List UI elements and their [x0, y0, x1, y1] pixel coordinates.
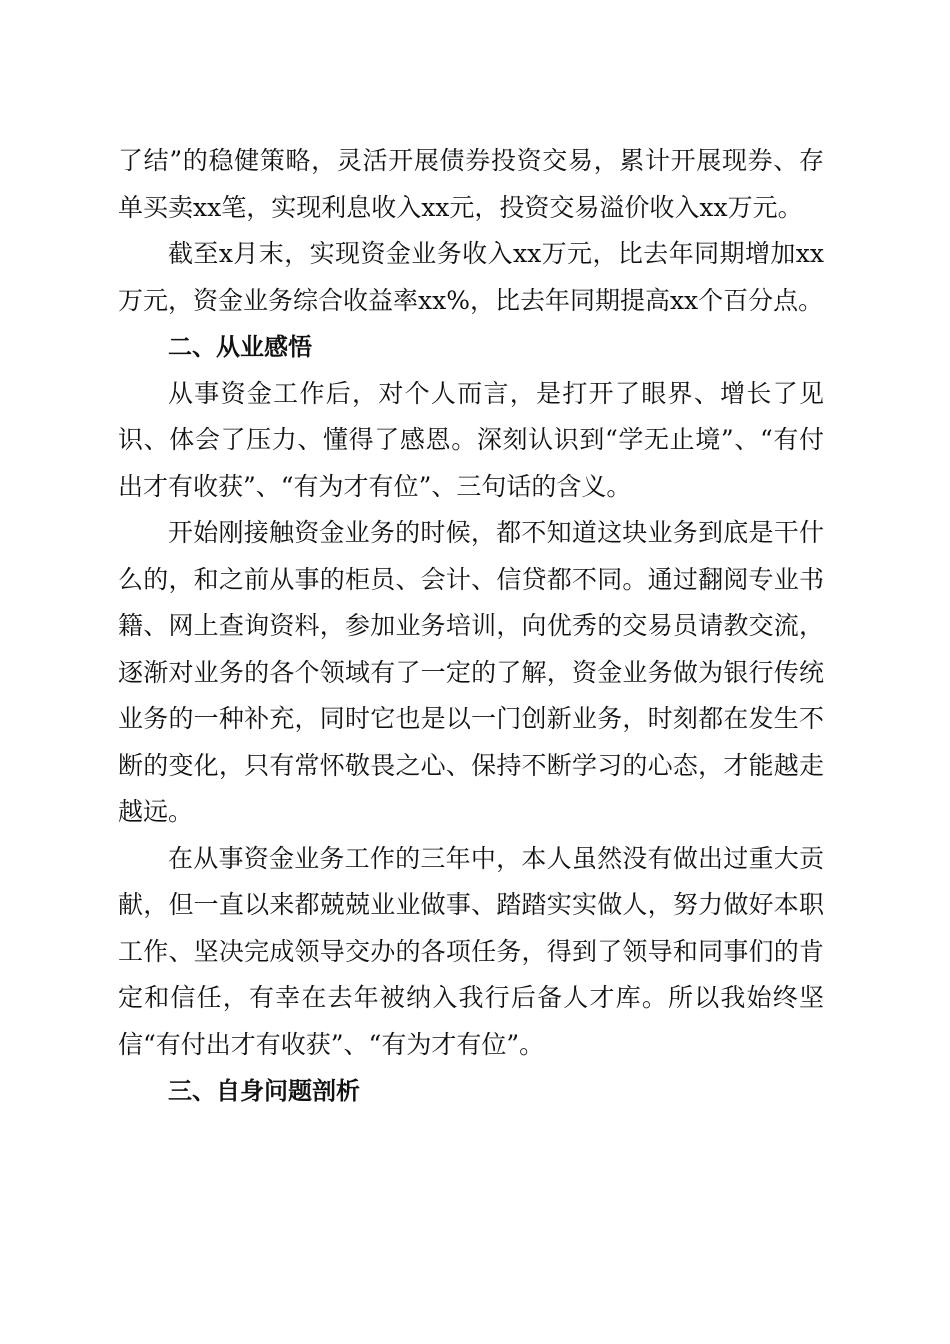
- paragraph-income-summary: 截至x月末，实现资金业务收入xx万元，比去年同期增加xx万元，资金业务综合收益率xx%，比去年同期提高xx个百分点。: [118, 239, 824, 315]
- paragraph-bond-trading: 了结”的稳健策略，灵活开展债券投资交易，累计开展现券、存单买卖xx笔，实现利息收入xx元，投资交易溢价收入xx万元。: [118, 146, 824, 222]
- section-heading-self-analysis: 三、自身问题剖析: [168, 1077, 360, 1105]
- section-heading-insights: 二、从业感悟: [168, 333, 312, 361]
- paragraph-insights-intro: 从事资金工作后，对个人而言，是打开了眼界、增长了见识、体会了压力、懂得了感恩。深刻认识到“学无止境”、“有付出才有收获”、“有为才有位”、三句话的含义。: [118, 378, 824, 501]
- paragraph-learning: 开始刚接触资金业务的时候，都不知道这块业务到底是干什么的，和之前从事的柜员、会计、信贷都不同。通过翻阅专业书籍、网上查询资料，参加业务培训，向优秀的交易员请教交流，逐渐对业务的各个领域有了一定的了解，资金业务做为银行传统业务的一种补充，同时它也是以一门创新业务，时刻都在发生不断的变化，只有常怀敬畏之心、保持不断学习的心态，才能越走越远。: [118, 518, 824, 826]
- paragraph-three-years: 在从事资金业务工作的三年中，本人虽然没有做出过重大贡献，但一直以来都兢兢业业做事、踏踏实实做人，努力做好本职工作、坚决完成领导交办的各项任务，得到了领导和同事们的肯定和信任，有幸在去年被纳入我行后备人才库。所以我始终坚信“有付出才有收获”、“有为才有位”。: [118, 843, 824, 1059]
- document-page: [118, 138, 824, 1115]
